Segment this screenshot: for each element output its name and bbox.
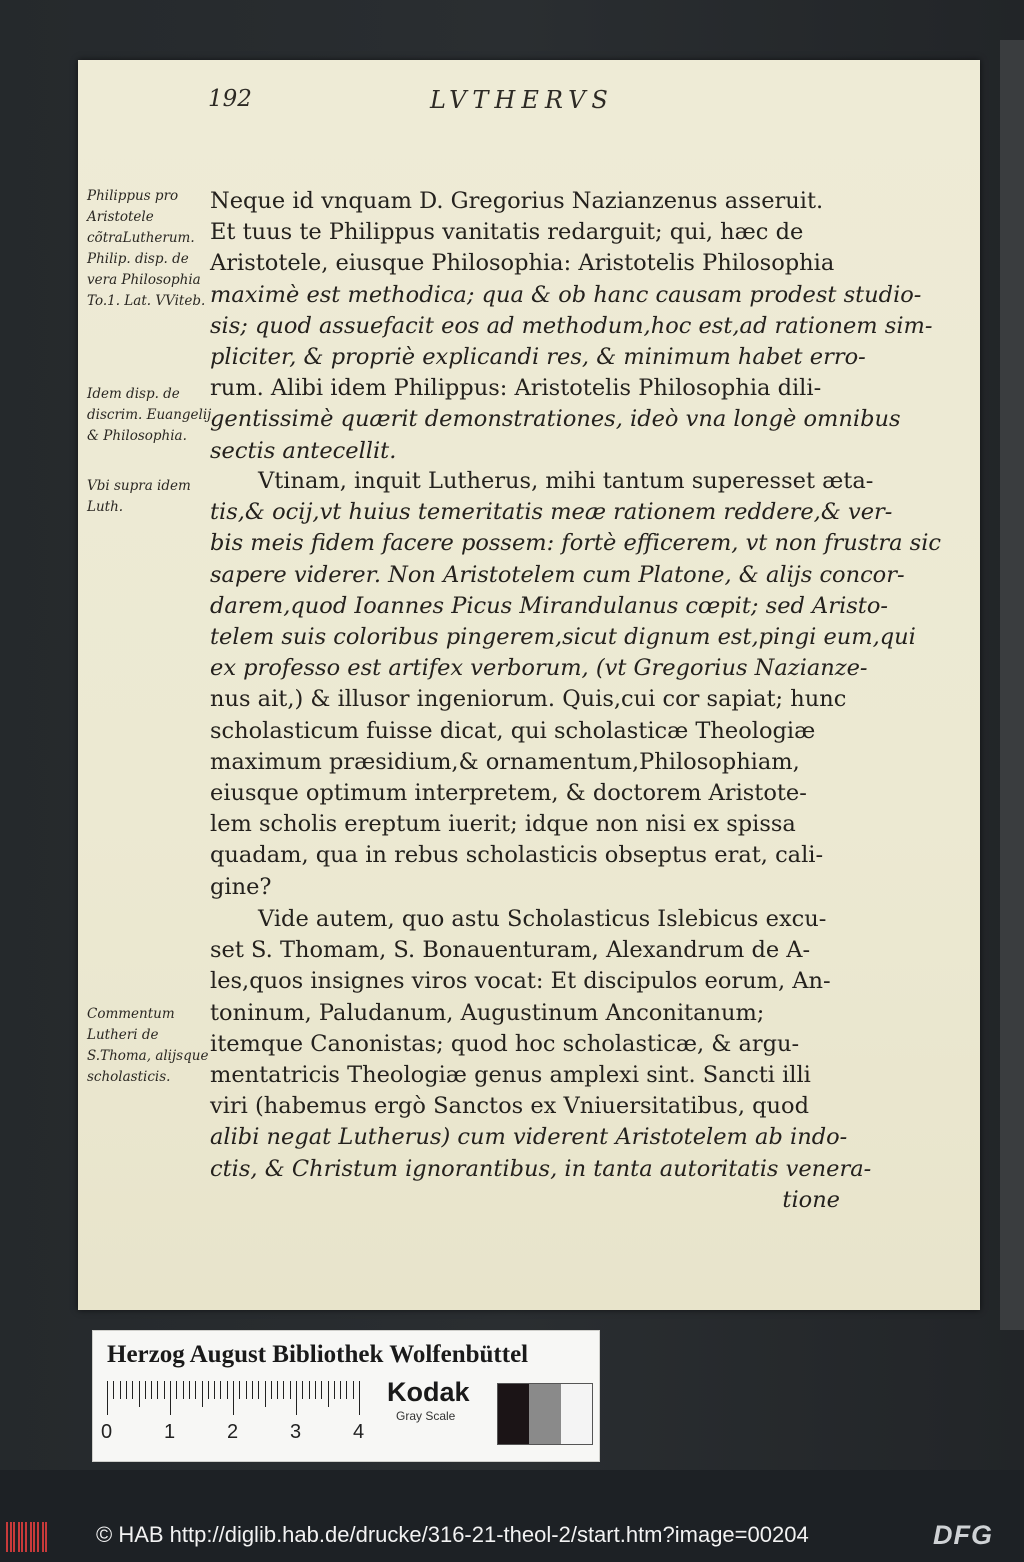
- ruler-tick: [239, 1381, 240, 1399]
- ruler-number: 4: [353, 1421, 365, 1443]
- text-line: eiusque optimum interpretem, & doctorem Aristote-: [210, 780, 807, 807]
- barcode-bar: [21, 1522, 23, 1552]
- ruler-tick: [145, 1381, 146, 1399]
- text-line: telem suis coloribus pingerem,sicut dignum est,pingi eum,qui: [210, 624, 916, 651]
- ruler-tick: [220, 1381, 221, 1399]
- barcode-bar: [42, 1522, 44, 1552]
- ruler-tick: [132, 1381, 133, 1399]
- ruler-tick: [139, 1381, 140, 1407]
- ruler-tick: [195, 1381, 196, 1399]
- paper-edge-shadow: [1000, 40, 1024, 1330]
- text-line: les,quos insignes viros vocat: Et discipulos eorum, An-: [210, 968, 831, 995]
- ruler-tick: [164, 1381, 165, 1399]
- library-name: Herzog August Bibliothek Wolfenbüttel: [107, 1341, 529, 1368]
- ruler-tick: [189, 1381, 190, 1399]
- ruler-tick: [113, 1381, 114, 1399]
- barcode-bar: [25, 1522, 27, 1552]
- text-line: mentatricis Theologiæ genus amplexi sint. Sancti illi: [210, 1062, 811, 1089]
- ruler-tick: [252, 1381, 253, 1399]
- color-target-card: [92, 1330, 600, 1462]
- ruler-tick: [208, 1381, 209, 1399]
- ruler-tick: [359, 1381, 360, 1415]
- dfg-logo: DFG: [933, 1520, 993, 1550]
- ruler-tick: [183, 1381, 184, 1399]
- ruler-tick: [309, 1381, 310, 1399]
- text-line: set S. Thomam, S. Bonauenturam, Alexandrum de A-: [210, 937, 811, 964]
- ruler-tick: [227, 1381, 228, 1399]
- barcode-bar: [33, 1522, 35, 1552]
- ruler-scale: [107, 1381, 359, 1415]
- ruler-tick: [315, 1381, 316, 1399]
- text-line: sapere viderer. Non Aristotelem cum Platone, & alijs concor-: [210, 561, 905, 588]
- barcode-bar: [37, 1522, 39, 1552]
- text-line: maximum præsidium,& ornamentum,Philosophiam,: [210, 748, 800, 775]
- ruler-tick: [246, 1381, 247, 1399]
- ruler-tick: [353, 1381, 354, 1399]
- running-head: LVTHERVS: [430, 86, 614, 114]
- paragraph-2: [210, 466, 941, 903]
- ruler-tick: [151, 1381, 152, 1399]
- text-line: gentissimè quærit demonstrationes, ideò vna longè omnibus: [210, 406, 901, 433]
- text-line: scholasticum fuisse dicat, qui scholasticæ Theologiæ: [210, 717, 816, 744]
- barcode-bar: [10, 1522, 12, 1552]
- text-line: Vide autem, quo astu Scholasticus Islebicus excu-: [258, 906, 827, 932]
- text-line: Vtinam, inquit Lutherus, mihi tantum superesset æta-: [258, 468, 874, 494]
- text-line: Neque id vnquam D. Gregorius Nazianzenus asseruit.: [210, 188, 824, 214]
- margin-note-3: Vbi supra idem Luth.: [87, 478, 191, 515]
- text-line: bis meis fidem facere possem: fortè efficerem, vt non frustra sic: [210, 530, 941, 557]
- ruler-tick: [328, 1381, 329, 1407]
- ruler-tick: [277, 1381, 278, 1399]
- text-line: sis; quod assuefacit eos ad methodum,hoc est,ad rationem sim-: [210, 312, 933, 339]
- catchword: tione: [782, 1186, 840, 1213]
- text-line: pliciter, & propriè explicandi res, & minimum habet erro-: [210, 344, 866, 371]
- ruler-tick: [302, 1381, 303, 1399]
- ruler-tick: [202, 1381, 203, 1407]
- ruler-tick: [296, 1381, 297, 1415]
- text-line: lem scholis ereptum iuerit; idque non nisi ex spissa: [210, 811, 796, 838]
- margin-note-2: Idem disp. de discrim. Euangelij, & Philosophia.: [87, 386, 216, 444]
- source-url[interactable]: © HAB http://diglib.hab.de/drucke/316-21-theol-2/start.htm?image=00204: [96, 1522, 809, 1547]
- ruler-tick: [321, 1381, 322, 1399]
- text-line: sectis antecellit.: [210, 437, 397, 464]
- text-line: itemque Canonistas; quod hoc scholasticæ, & argu-: [210, 1030, 800, 1057]
- ruler-tick: [258, 1381, 259, 1399]
- text-line: darem,quod Ioannes Picus Mirandulanus cœpit; sed Aristo-: [210, 592, 888, 619]
- text-line: gine?: [210, 873, 272, 900]
- ruler-number: 1: [164, 1421, 176, 1443]
- barcode-bar: [30, 1522, 32, 1552]
- ruler-tick: [126, 1381, 127, 1399]
- footer-bar: [0, 1470, 1024, 1562]
- page-number: 192: [208, 86, 252, 112]
- margin-note-4: Commentum Lutheri de S.Thoma, alijsque scholasticis.: [87, 1006, 209, 1085]
- ruler-number: 0: [101, 1421, 113, 1443]
- text-line: tis,& ocij,vt huius temeritatis meæ rationem reddere,& ver-: [210, 499, 893, 526]
- text-line: maximè est methodica; qua & ob hanc causam prodest studio-: [210, 281, 922, 308]
- ruler-tick: [340, 1381, 341, 1399]
- ruler-tick: [271, 1381, 272, 1399]
- ruler-number: 2: [227, 1421, 239, 1443]
- barcode-bar: [6, 1522, 8, 1552]
- text-line: viri (habemus ergò Sanctos ex Vniuersitatibus, quod: [210, 1093, 809, 1120]
- patch-black: [498, 1384, 529, 1444]
- ruler-tick: [214, 1381, 215, 1399]
- barcode-icon: [6, 1522, 48, 1552]
- text-line: alibi negat Lutherus) cum viderent Aristotelem ab indo-: [210, 1124, 848, 1151]
- ruler-tick: [120, 1381, 121, 1399]
- text-line: quadam, qua in rebus scholasticis obseptus erat, cali-: [210, 842, 824, 869]
- text-line: Aristotele, eiusque Philosophia: Aristotelis Philosophia: [210, 250, 835, 277]
- paragraph-3: [210, 904, 872, 1216]
- gray-patches: [497, 1383, 593, 1445]
- ruler-tick: [107, 1381, 108, 1415]
- barcode-bar: [13, 1522, 15, 1552]
- text-line: ex professo est artifex verborum, (vt Gregorius Nazianze-: [210, 655, 868, 682]
- ruler-tick: [265, 1381, 266, 1407]
- ruler-tick: [283, 1381, 284, 1399]
- barcode-bar: [45, 1522, 47, 1552]
- text-line: Et tuus te Philippus vanitatis redarguit; qui, hæc de: [210, 219, 804, 246]
- text-line: rum. Alibi idem Philippus: Aristotelis Philosophia dili-: [210, 375, 822, 402]
- patch-white: [561, 1384, 592, 1444]
- ruler-tick: [290, 1381, 291, 1399]
- paragraph-1: [210, 186, 933, 467]
- ruler-tick: [334, 1381, 335, 1399]
- ruler-tick: [170, 1381, 171, 1415]
- ruler-tick: [176, 1381, 177, 1399]
- text-line: toninum, Paludanum, Augustinum Anconitanum;: [210, 999, 765, 1026]
- ruler-number: 3: [290, 1421, 302, 1443]
- ruler-tick: [346, 1381, 347, 1399]
- ruler-tick: [233, 1381, 234, 1415]
- kodak-logo: Kodak: [387, 1377, 470, 1407]
- margin-note-1: Philippus pro Aristotele cõtraLutherum. Philip. disp. de vera Philosophia To.1. Lat. VViteb.: [87, 188, 206, 309]
- barcode-bar: [18, 1522, 20, 1552]
- text-line: ctis, & Christum ignorantibus, in tanta autoritatis venera-: [210, 1155, 872, 1182]
- ruler-tick: [157, 1381, 158, 1399]
- patch-gray: [529, 1384, 560, 1444]
- gray-scale-label: Gray Scale: [396, 1409, 456, 1423]
- text-line: nus ait,) & illusor ingeniorum. Quis,cui cor sapiat; hunc: [210, 686, 847, 713]
